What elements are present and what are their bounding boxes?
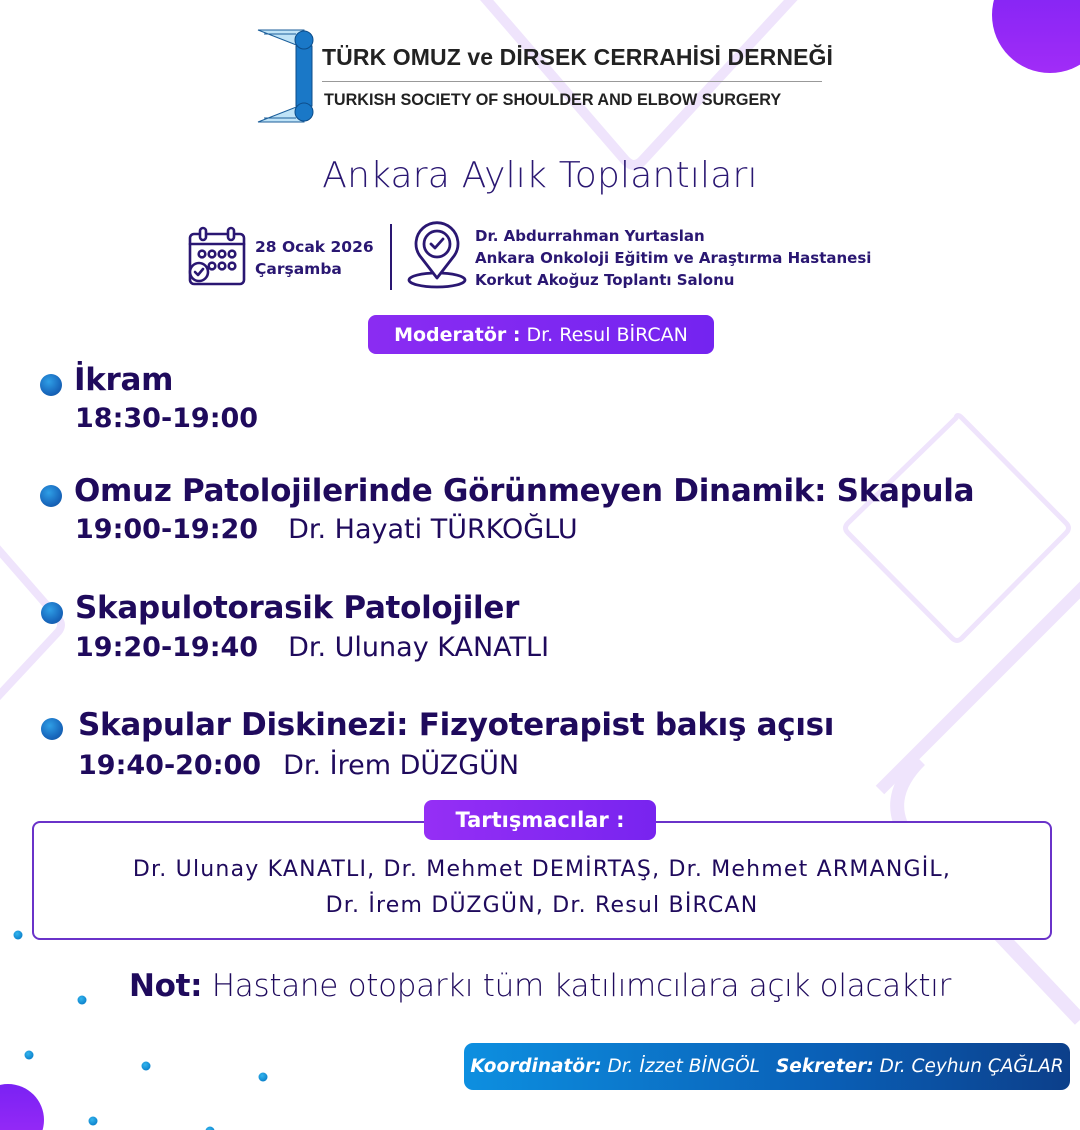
bullet-icon (41, 718, 63, 740)
coordinator-name: Dr. İzzet BİNGÖL (607, 1056, 760, 1077)
agenda-time (78, 750, 519, 781)
location-pin-icon (404, 220, 470, 290)
venue-line-2: Ankara Onkoloji Eğitim ve Araştırma Hastanesi (475, 249, 872, 267)
bullet-icon (40, 485, 62, 507)
venue-line-3: Korkut Akoğuz Toplantı Salonu (475, 271, 735, 289)
agenda-title: İkram (74, 362, 174, 398)
moderator-badge (368, 315, 714, 354)
event-weekday: Çarşamba (255, 260, 342, 278)
agenda-time-range: 19:40-20:00 (78, 750, 262, 781)
agenda-time-range: 19:00-19:20 (75, 514, 259, 545)
venue-line-1: Dr. Abdurrahman Yurtaslan (475, 227, 705, 245)
note-text: Hastane otoparkı tüm katılımcılara açık olacaktır (211, 968, 952, 1004)
secretary-label: Sekreter: (775, 1056, 874, 1077)
event-venue (475, 225, 871, 291)
logo-divider (322, 81, 822, 82)
agenda-time (75, 514, 578, 545)
agenda-title: Omuz Patolojilerinde Görünmeyen Dinamik: Skapula (74, 473, 975, 509)
discussants-label: Tartışmacılar : (424, 800, 656, 840)
org-name-english: TURKISH SOCIETY OF SHOULDER AND ELBOW SURGERY (324, 91, 782, 109)
agenda-time: 18:30-19:00 (75, 403, 259, 434)
event-date (255, 236, 374, 280)
org-logo (256, 28, 836, 124)
calendar-icon (186, 226, 250, 288)
info-divider (390, 224, 392, 290)
parking-note (0, 968, 1080, 1004)
agenda-speaker: Dr. İrem DÜZGÜN (283, 750, 520, 781)
agenda-time-range: 19:20-19:40 (75, 632, 259, 663)
agenda-time (75, 632, 549, 663)
agenda-title: Skapular Diskinezi: Fizyoterapist bakış açısı (78, 707, 835, 743)
organizers-footer (464, 1043, 1070, 1090)
discussants-line-1: Dr. Ulunay KANATLI, Dr. Mehmet DEMİRTAŞ, Dr. Mehmet ARMANGİL, (132, 857, 952, 882)
org-name-turkish: TÜRK OMUZ ve DİRSEK CERRAHİSİ DERNEĞİ (322, 44, 834, 70)
bullet-icon (40, 374, 62, 396)
agenda-title: Skapulotorasik Patolojiler (75, 590, 520, 626)
discussants-line-2: Dr. İrem DÜZGÜN, Dr. Resul BİRCAN (325, 893, 759, 918)
agenda-speaker: Dr. Ulunay KANATLI (288, 632, 550, 663)
coordinator-label: Koordinatör: (470, 1056, 602, 1077)
moderator-label: Moderatör : (394, 323, 521, 346)
agenda-speaker: Dr. Hayati TÜRKOĞLU (288, 514, 578, 545)
discussants-list (32, 852, 1052, 924)
joint-logo-icon (256, 28, 316, 124)
note-label: Not: (128, 968, 203, 1004)
page-title: Ankara Aylık Toplantıları (322, 155, 758, 196)
secretary-name: Dr. Ceyhun ÇAĞLAR (879, 1056, 1064, 1077)
bullet-icon (41, 602, 63, 624)
event-date-value: 28 Ocak 2026 (255, 238, 374, 256)
moderator-name: Dr. Resul BİRCAN (526, 323, 688, 346)
